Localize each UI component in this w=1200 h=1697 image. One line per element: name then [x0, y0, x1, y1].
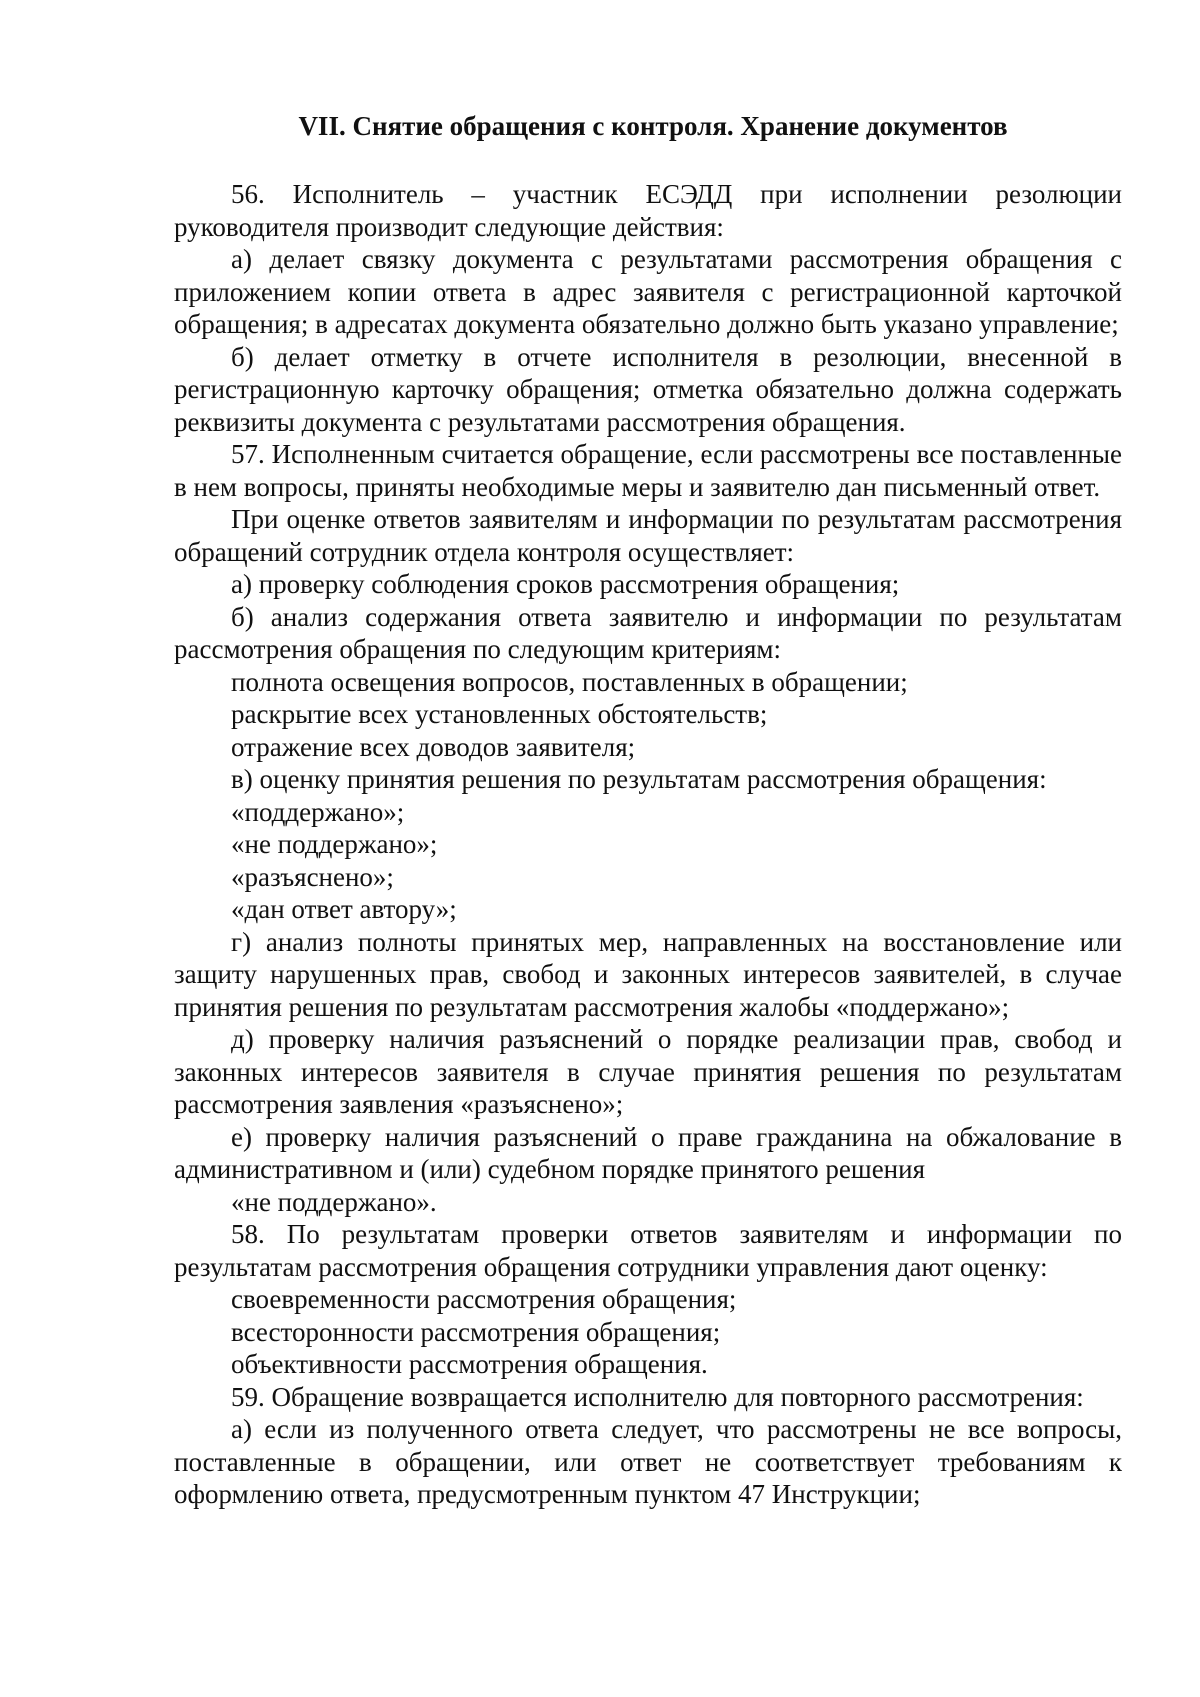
criterion-thoroughness: всесторонности рассмотрения обращения; — [231, 1316, 721, 1347]
criterion-objectivity: объективности рассмотрения обращения. — [231, 1349, 708, 1379]
paragraph-59: 59. Обращение возвращается исполнителю для повторного рассмотрения: — [231, 1381, 1084, 1412]
paragraph-56-b: б) делает отметку в отчете исполнителя в резолюции, внесенной в регистрационную карточку обращения; отметка обязательно должна содержать реквизиты документа с результатами рассмотрения обращения. — [174, 341, 1122, 437]
assessment-item-g: г) анализ полноты принятых мер, направленных на восстановление или защиту нарушенных прав, свобод и законных интересов заявителей, в случае принятия решения по результатам рассмотрения жалобы «поддержано»; — [174, 926, 1122, 1022]
section-title: VII. Снятие обращения с контроля. Хранение документов — [298, 111, 1008, 141]
paragraph-assessment-intro: При оценке ответов заявителям и информации по результатам рассмотрения обращений сотрудник отдела контроля осуществляет: — [174, 504, 1122, 567]
assessment-item-e-continuation: «не поддержано». — [231, 1186, 437, 1217]
assessment-item-d: д) проверку наличия разъяснений о порядке реализации прав, свобод и законных интересов заявителя в случае принятия решения по результатам рассмотрения заявления «разъяснено»; — [174, 1024, 1122, 1119]
decision-answered: «дан ответ автору»; — [231, 894, 457, 924]
decision-supported: «поддержано»; — [231, 796, 405, 827]
criterion-circumstances: раскрытие всех установленных обстоятельств; — [231, 699, 768, 729]
paragraph-59-a: а) если из полученного ответа следует, что рассмотрены не все вопросы, поставленные в обращении, или ответ не соответствует требованиям к оформлению ответа, предусмотренным пунктом 47 Инструкции; — [174, 1414, 1122, 1509]
assessment-item-b: б) анализ содержания ответа заявителю и информации по результатам рассмотрения обращения по следующим критериям: — [174, 601, 1122, 664]
criterion-timeliness: своевременности рассмотрения обращения; — [231, 1284, 737, 1314]
decision-not-supported: «не поддержано»; — [231, 829, 438, 859]
paragraph-56: 56. Исполнитель – участник ЕСЭДД при исполнении резолюции руководителя производит следующие действия: — [174, 179, 1122, 242]
decision-explained: «разъяснено»; — [231, 861, 394, 892]
paragraph-58: 58. По результатам проверки ответов заявителям и информации по результатам рассмотрения обращения сотрудники управления дают оценку: — [174, 1219, 1122, 1282]
assessment-item-v: в) оценку принятия решения по результатам рассмотрения обращения: — [231, 764, 1047, 794]
criterion-completeness: полнота освещения вопросов, поставленных в обращении; — [231, 666, 908, 697]
assessment-item-e: е) проверку наличия разъяснений о праве гражданина на обжалование в административном и (или) судебном порядке принятого решения — [174, 1121, 1122, 1184]
document-page — [174, 110, 1122, 1511]
paragraph-56-a: а) делает связку документа с результатами рассмотрения обращения с приложением копии ответа в адрес заявителя с регистрационной карточкой обращения; в адресатах документа обязательно должно быть указано управление; — [174, 244, 1122, 339]
criterion-arguments: отражение всех доводов заявителя; — [231, 731, 636, 762]
assessment-item-a: а) проверку соблюдения сроков рассмотрения обращения; — [231, 569, 900, 599]
paragraph-57: 57. Исполненным считается обращение, если рассмотрены все поставленные в нем вопросы, приняты необходимые меры и заявителю дан письменный ответ. — [174, 439, 1122, 502]
